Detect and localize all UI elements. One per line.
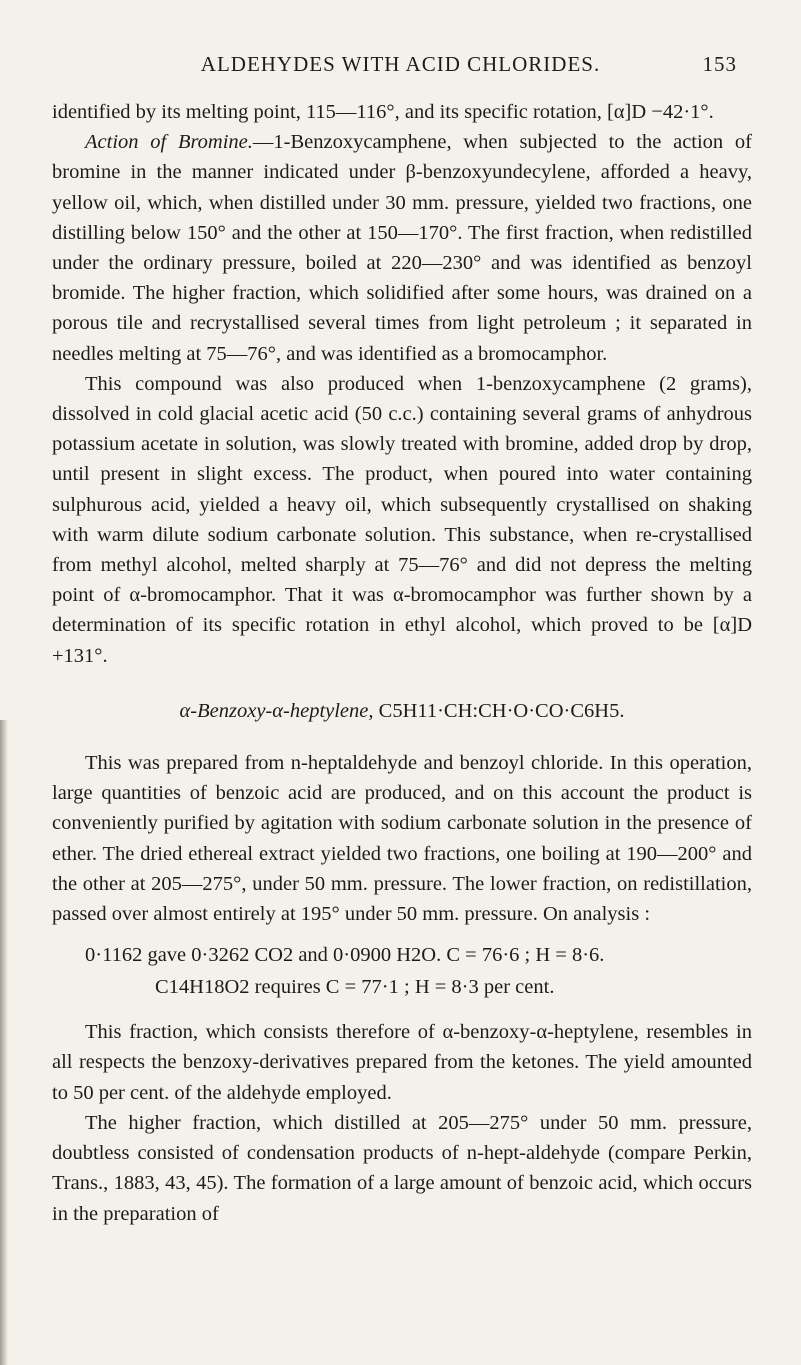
analysis-line-2: C14H18O2 requires C = 77·1 ; H = 8·3 per cent. (155, 976, 555, 999)
analysis-block (52, 939, 752, 1003)
compound-heading (52, 696, 752, 726)
analysis-line-1: 0·1162 gave 0·3262 CO2 and 0·0900 H2O. C = 76·6 ; H = 8·6. (85, 944, 605, 967)
paragraph-6: The higher fraction, which distilled at 205—275° under 50 mm. pressure, doubtless consisted of condensation products of n-hept-aldehyde (compare Perkin, Trans., 1883, 43, 45). The formation of a large amount of benzoic acid, which occurs in the preparation of (52, 1111, 752, 1225)
paragraph-3: This compound was also produced when 1-benzoxycamphene (2 grams), dissolved in cold glacial acetic acid (50 c.c.) containing several grams of anhydrous potassium acetate in solution, was slowly treated with bromine, added drop by drop, until present in slight excess. The product, when poured into water containing sulphurous acid, yielded a heavy oil, which subsequently crystallised on shaking with warm dilute sodium carbonate solution. This substance, when re-crystallised from methyl alcohol, melted sharply at 75—76° and did not depress the melting point of α-bromocamphor. That it was α-bromocamphor was further shown by a determination of its specific rotation in ethyl alcohol, which proved to be [α]D +131°. (52, 372, 752, 667)
paragraph-4: This was prepared from n-heptaldehyde and benzoyl chloride. In this operation, large quantities of benzoic acid are produced, and on this account the product is conveniently purified by agitation with sodium carbonate solution in the presence of ether. The dried ethereal extract yielded two fractions, one boiling at 190—200° and the other at 205—275°, under 50 mm. pressure. The lower fraction, on redistillation, passed over almost entirely at 195° under 50 mm. pressure. On analysis : (52, 752, 752, 926)
running-title: ALDEHYDES WITH ACID CHLORIDES. (200, 52, 601, 76)
compound-name: α-Benzoxy-α-heptylene, (179, 699, 374, 722)
paragraph-5: This fraction, which consists therefore of α-benzoxy-α-heptylene, resembles in all respects the benzoxy-derivatives prepared from the ketones. The yield amounted to 50 per cent. of the aldehyde employed. (52, 1021, 752, 1104)
paragraph-bromine (52, 127, 752, 369)
paragraph-bromine-body: —1-Benzoxycamphene, when subjected to the action of bromine in the manner indicated under β-benzoxyundecylene, afforded a heavy, yellow oil, which, when distilled under 30 mm. pressure, yielded two fractions, one distilling below 150° and the other at 150—170°. The first fraction, when redistilled under the ordinary pressure, boiled at 220—230° and was identified as benzoyl bromide. The higher fraction, which solidified after some hours, was drained on a porous tile and recrystallised several times from light petroleum ; it separated in needles melting at 75—76°, and was identified as a bromocamphor. (52, 131, 752, 365)
page-number: 153 (702, 52, 737, 76)
body-text (52, 97, 752, 1229)
section-title-bromine: Action of Bromine. (85, 131, 253, 154)
compound-formula: C5H11·CH:CH·O·CO·C6H5. (378, 699, 625, 722)
page-header (0, 52, 801, 82)
paragraph-1: identified by its melting point, 115—116°, and its specific rotation, [α]D −42·1°. (52, 101, 714, 123)
binding-shadow (0, 720, 8, 1365)
